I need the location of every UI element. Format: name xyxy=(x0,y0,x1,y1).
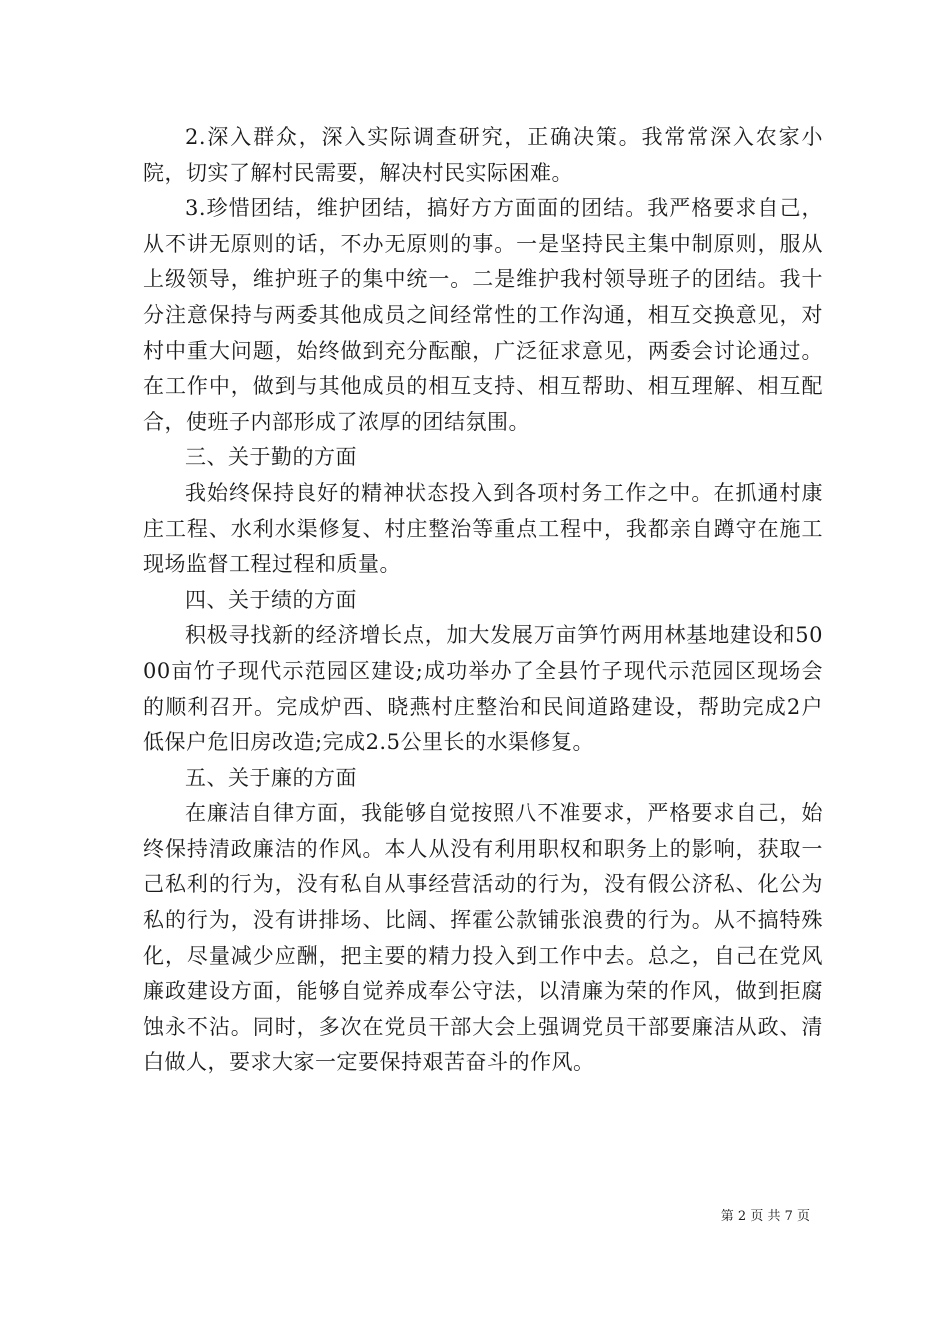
paragraph-1: 2.深入群众，深入实际调查研究，正确决策。我常常深入农家小院，切实了解村民需要，解决村民实际困难。 xyxy=(143,125,823,185)
paragraph-4: 积极寻找新的经济增长点，加大发展万亩笋竹两用林基地建设和5000亩竹子现代示范园区建设;成功举办了全县竹子现代示范园区现场会的顺利召开。完成炉西、晓燕村庄整治和民间道路建设，帮助完成2户低保户危旧房改造;完成2.5公里长的水渠修复。 xyxy=(143,623,823,755)
paragraph-2: 3.珍惜团结，维护团结，搞好方方面面的团结。我严格要求自己，从不讲无原则的话，不办无原则的事。一是坚持民主集中制原则，服从上级领导，维护班子的集中统一。二是维护我村领导班子的团结。我十分注意保持与两委其他成员之间经常性的工作沟通，相互交换意见，对村中重大问题，始终做到充分酝酿，广泛征求意见，两委会讨论通过。在工作中，做到与其他成员的相互支持、相互帮助、相互理解、相互配合，使班子内部形成了浓厚的团结氛围。 xyxy=(143,196,823,434)
paragraph-3: 我始终保持良好的精神状态投入到各项村务工作之中。在抓通村康庄工程、水利水渠修复、村庄整治等重点工程中，我都亲自蹲守在施工现场监督工程过程和质量。 xyxy=(143,480,823,577)
section-heading-qin: 三、关于勤的方面 xyxy=(185,445,357,470)
section-heading-lian: 五、关于廉的方面 xyxy=(185,765,357,790)
page-number: 第 2 页 共 7 页 xyxy=(720,1209,810,1224)
section-heading-ji: 四、关于绩的方面 xyxy=(185,587,357,612)
paragraph-5: 在廉洁自律方面，我能够自觉按照八不准要求，严格要求自己，始终保持清政廉洁的作风。本人从没有利用职权和职务上的影响，获取一己私利的行为，没有私自从事经营活动的行为，没有假公济私、化公为私的行为，没有讲排场、比阔、挥霍公款铺张浪费的行为。从不搞特殊化，尽量减少应酬，把主要的精力投入到工作中去。总之，自己在党风廉政建设方面，能够自觉养成奉公守法，以清廉为荣的作风，做到拒腐蚀永不沾。同时，多次在党员干部大会上强调党员干部要廉洁从政、清白做人，要求大家一定要保持艰苦奋斗的作风。 xyxy=(143,801,823,1075)
document-body xyxy=(143,120,823,1081)
